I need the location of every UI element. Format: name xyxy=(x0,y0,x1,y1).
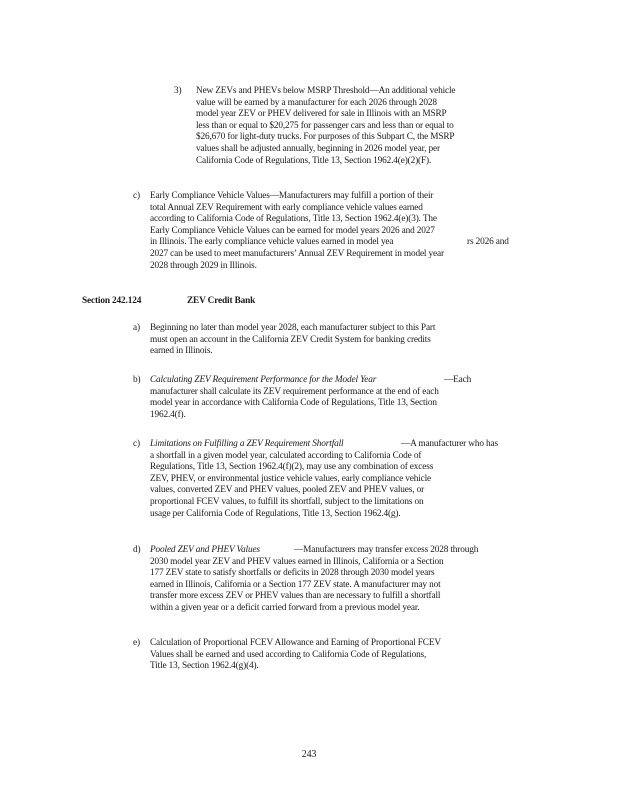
text-line: model year ZEV or PHEV delivered for sale in Illinois with an MSRP xyxy=(196,109,447,120)
text-line: New ZEVs and PHEVs below MSRP Threshold—An additional vehicle xyxy=(196,86,456,96)
text-line: values, converted ZEV and PHEV values, pooled ZEV and PHEV values, or xyxy=(150,485,425,496)
text-line: according to California Code of Regulations, Title 13, Section 1962.4(e)(3). The xyxy=(150,214,437,225)
text-line-with-lead xyxy=(150,375,472,387)
subsection-c xyxy=(133,439,498,520)
item-marker: e) xyxy=(133,638,140,648)
text-line: earned in Illinois, California or a Section 177 ZEV state. A manufacturer may not xyxy=(150,579,441,590)
text-line: earned in Illinois. xyxy=(150,346,213,357)
subsection-e xyxy=(133,638,441,673)
text-line: proportional FCEV values, to fulfill its shortfall, subject to the limitations on xyxy=(150,496,424,507)
paragraph-item-c-early-compliance xyxy=(133,191,509,272)
item-marker: d) xyxy=(133,545,141,555)
text-line: model year in accordance with California Code of Regulations, Title 13, Section xyxy=(150,398,437,409)
text-line: 2028 through 2029 in Illinois. xyxy=(150,260,257,271)
paragraph-item-3 xyxy=(174,86,455,167)
text-line: usage per California Code of Regulations, Title 13, Section 1962.4(g). xyxy=(150,508,401,519)
text-fragment: in Illinois. The early compliance vehicle values earned in model yea xyxy=(150,237,394,248)
text-line: Regulations, Title 13, Section 1962.4(f)(2), may use any combination of excess xyxy=(150,462,434,473)
subsection-lead-heading: Calculating ZEV Requirement Performance for the Model Year xyxy=(150,375,377,385)
page-number: 243 xyxy=(301,749,317,760)
text-line: California Code of Regulations, Title 13, Section 1962.4(e)(2)(F). xyxy=(196,155,432,166)
text-fragment-tail: rs 2026 and xyxy=(467,237,509,248)
text-line-with-lead xyxy=(150,545,479,557)
text-line: ZEV, PHEV, or environmental justice vehicle values, early compliance vehicle xyxy=(150,473,432,484)
subsection-lead-heading: Limitations on Fulfilling a ZEV Requirement Shortfall xyxy=(150,439,344,449)
lead-tail: —A manufacturer who has xyxy=(401,439,498,449)
text-line: 1962.4(f). xyxy=(150,409,186,420)
item-marker: c) xyxy=(133,191,140,201)
text-line: total Annual ZEV Requirement with early compliance vehicle values earned xyxy=(150,202,423,213)
text-line: must open an account in the California ZEV Credit System for banking credits xyxy=(150,334,431,345)
item-marker: b) xyxy=(133,375,141,385)
text-line: Calculation of Proportional FCEV Allowance and Earning of Proportional FCEV xyxy=(150,638,441,648)
text-line: values shall be adjusted annually, beginning in 2026 model year, per xyxy=(196,143,440,154)
item-marker: a) xyxy=(133,323,140,333)
text-line: value will be earned by a manufacturer for each 2026 through 2028 xyxy=(196,97,437,108)
text-line-with-lead xyxy=(150,439,498,451)
text-line: Title 13, Section 1962.4(g)(4). xyxy=(150,661,259,672)
item-marker: c) xyxy=(133,439,140,449)
text-line: $26,670 for light-duty trucks. For purposes of this Subpart C, the MSRP xyxy=(196,132,455,143)
section-number: Section 242.124 xyxy=(82,296,142,306)
item-marker: 3) xyxy=(174,86,182,96)
text-line: a shortfall in a given model year, calculated according to California Code of xyxy=(150,450,422,461)
text-line: less than or equal to $20,275 for passenger cars and less than or equal to xyxy=(196,120,454,131)
text-line: 177 ZEV state to satisfy shortfalls or deficits in 2028 through 2030 model years xyxy=(150,568,435,579)
text-line: 2030 model year ZEV and PHEV values earned in Illinois, California or a Section xyxy=(150,556,444,567)
text-line: manufacturer shall calculate its ZEV requirement performance at the end of each xyxy=(150,386,439,397)
text-line-with-gap xyxy=(150,237,509,249)
text-line: Beginning no later than model year 2028, each manufacturer subject to this Part xyxy=(150,323,436,333)
lead-tail: —Each xyxy=(444,375,472,385)
subsection-d xyxy=(133,545,479,615)
subsection-a xyxy=(133,323,435,358)
lead-tail: —Manufacturers may transfer excess 2028 through xyxy=(294,545,479,555)
section-title: ZEV Credit Bank xyxy=(187,296,256,306)
text-line: 2027 can be used to meet manufacturers’ Annual ZEV Requirement in model year xyxy=(150,248,444,259)
text-line: within a given year or a deficit carried forward from a previous model year. xyxy=(150,602,420,613)
text-line: Values shall be earned and used according to California Code of Regulations, xyxy=(150,649,427,660)
text-line: transfer more excess ZEV or PHEV values than are necessary to fulfill a shortfall xyxy=(150,591,441,602)
text-line: Early Compliance Vehicle Values—Manufacturers may fulfill a portion of their xyxy=(150,191,434,201)
subsection-lead-heading: Pooled ZEV and PHEV Values xyxy=(150,545,260,555)
text-line: Early Compliance Vehicle Values can be earned for model years 2026 and 2027 xyxy=(150,225,435,236)
subsection-b xyxy=(133,375,472,421)
